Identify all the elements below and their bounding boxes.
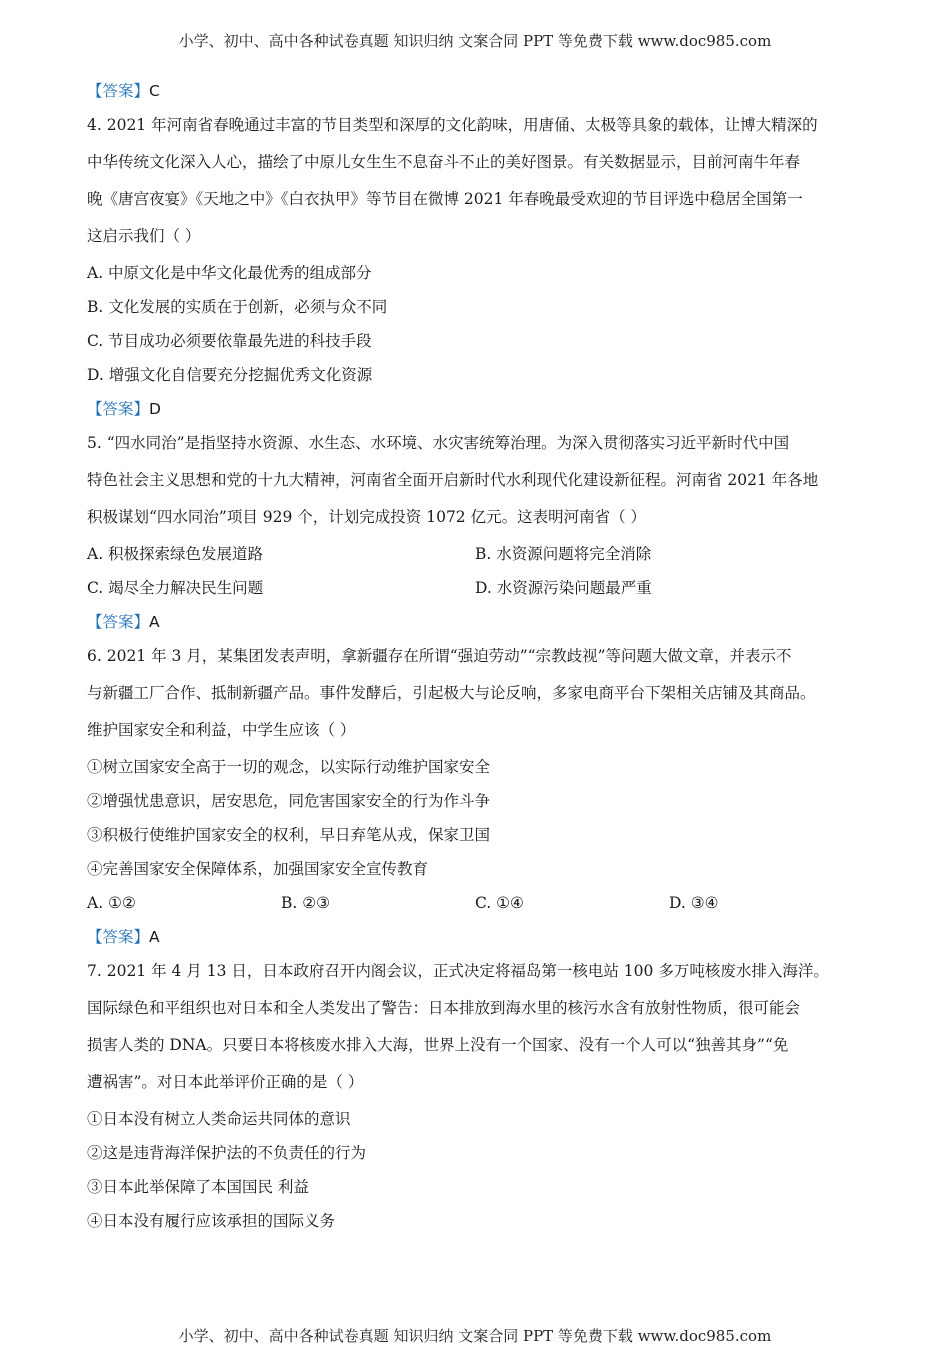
q6-option-a: A. ①② [87, 894, 136, 912]
q6-item-4: ④完善国家安全保障体系，加强国家安全宣传教育 [87, 860, 429, 878]
q7-line: 7. 2021 年 4 月 13 日，日本政府召开内阁会议，正式决定将福岛第一核电站 100 多万吨核废水排入海洋。 [87, 962, 829, 980]
answer-tag: 【答案】 [87, 928, 150, 946]
q5-line: 特色社会主义思想和党的十九大精神，河南省全面开启新时代水利现代化建设新征程。河南省 2021 年各地 [87, 471, 819, 489]
answer-value: A [149, 928, 160, 946]
q5-option-b: B. 水资源问题将完全消除 [475, 545, 652, 563]
q5-line: 5. “四水同治”是指坚持水资源、水生态、水环境、水灾害统筹治理。为深入贯彻落实习近平新时代中国 [87, 434, 790, 452]
answer-tag: 【答案】 [87, 400, 150, 418]
q4-option-c: C. 节目成功必须要依靠最先进的科技手段 [87, 332, 372, 350]
q4-option-a: A. 中原文化是中华文化最优秀的组成部分 [87, 264, 372, 282]
q6-item-2: ②增强忧患意识，居安思危，同危害国家安全的行为作斗争 [87, 792, 491, 810]
q5-options-row-1 [87, 541, 877, 575]
page-footer: 小学、初中、高中各种试卷真题 知识归纳 文案合同 PPT 等免费下载 www.doc985.com [178, 1327, 772, 1345]
q7-item-4: ④日本没有履行应该承担的国际义务 [87, 1212, 336, 1230]
q6-line: 维护国家安全和利益，中学生应该（ ） [87, 721, 356, 739]
q6-item-1: ①树立国家安全高于一切的观念，以实际行动维护国家安全 [87, 758, 491, 776]
q7-line: 遭祸害”。对日本此举评价正确的是（ ） [87, 1073, 364, 1091]
q7-item-1: ①日本没有树立人类命运共同体的意识 [87, 1110, 351, 1128]
q7-line: 国际绿色和平组织也对日本和全人类发出了警告：日本排放到海水里的核污水含有放射性物质，很可能会 [87, 999, 801, 1017]
q5-option-d: D. 水资源污染问题最严重 [475, 579, 652, 597]
answer-prev [87, 78, 877, 112]
q6-option-b: B. ②③ [281, 894, 331, 912]
question-7 [87, 958, 877, 1242]
q4-line: 晚《唐宫夜宴》《天地之中》《白衣执甲》等节目在微博 2021 年春晚最受欢迎的节目评选中稳居全国第一 [87, 190, 803, 208]
q5-answer [87, 609, 877, 643]
question-5 [87, 430, 877, 643]
answer-value: C [149, 82, 160, 100]
q7-line: 损害人类的 DNA。只要日本将核废水排入大海，世界上没有一个国家、没有一个人可以“独善其身”“免 [87, 1036, 789, 1054]
q6-item-3: ③积极行使维护国家安全的权利，早日弃笔从戎，保家卫国 [87, 826, 491, 844]
q5-options-row-2 [87, 575, 877, 609]
question-4 [87, 112, 877, 430]
q4-line: 4. 2021 年河南省春晚通过丰富的节目类型和深厚的文化韵味，用唐俑、太极等具象的载体，让博大精深的 [87, 116, 818, 134]
answer-value: A [149, 613, 160, 631]
answer-tag: 【答案】 [87, 82, 150, 100]
q6-option-d: D. ③④ [669, 894, 719, 912]
q6-answer [87, 924, 877, 958]
q5-option-c: C. 竭尽全力解决民生问题 [87, 579, 264, 597]
question-6 [87, 643, 877, 958]
q7-item-2: ②这是违背海洋保护法的不负责任的行为 [87, 1144, 367, 1162]
answer-tag: 【答案】 [87, 613, 150, 631]
q5-option-a: A. 积极探索绿色发展道路 [87, 545, 264, 563]
q6-options-row [87, 890, 877, 924]
q4-option-d: D. 增强文化自信要充分挖掘优秀文化资源 [87, 366, 373, 384]
exam-content [87, 78, 877, 1242]
page-header: 小学、初中、高中各种试卷真题 知识归纳 文案合同 PPT 等免费下载 www.doc985.com [178, 32, 772, 50]
q5-line: 积极谋划“四水同治”项目 929 个，计划完成投资 1072 亿元。这表明河南省（ ） [87, 508, 647, 526]
q6-option-c: C. ①④ [475, 894, 524, 912]
q6-line: 6. 2021 年 3 月，某集团发表声明，拿新疆存在所谓“强迫劳动”“宗教歧视”等问题大做文章，并表示不 [87, 647, 792, 665]
q4-answer [87, 396, 877, 430]
q4-option-b: B. 文化发展的实质在于创新，必须与众不同 [87, 298, 388, 316]
q4-line: 中华传统文化深入人心，描绘了中原儿女生生不息奋斗不止的美好图景。有关数据显示，目前河南牛年春 [87, 153, 801, 171]
q6-line: 与新疆工厂合作、抵制新疆产品。事件发酵后，引起极大与论反响，多家电商平台下架相关店铺及其商品。 [87, 684, 816, 702]
answer-value: D [149, 400, 161, 418]
q4-line: 这启示我们（ ） [87, 227, 201, 245]
q7-item-3: ③日本此举保障了本国国民 利益 [87, 1178, 309, 1196]
